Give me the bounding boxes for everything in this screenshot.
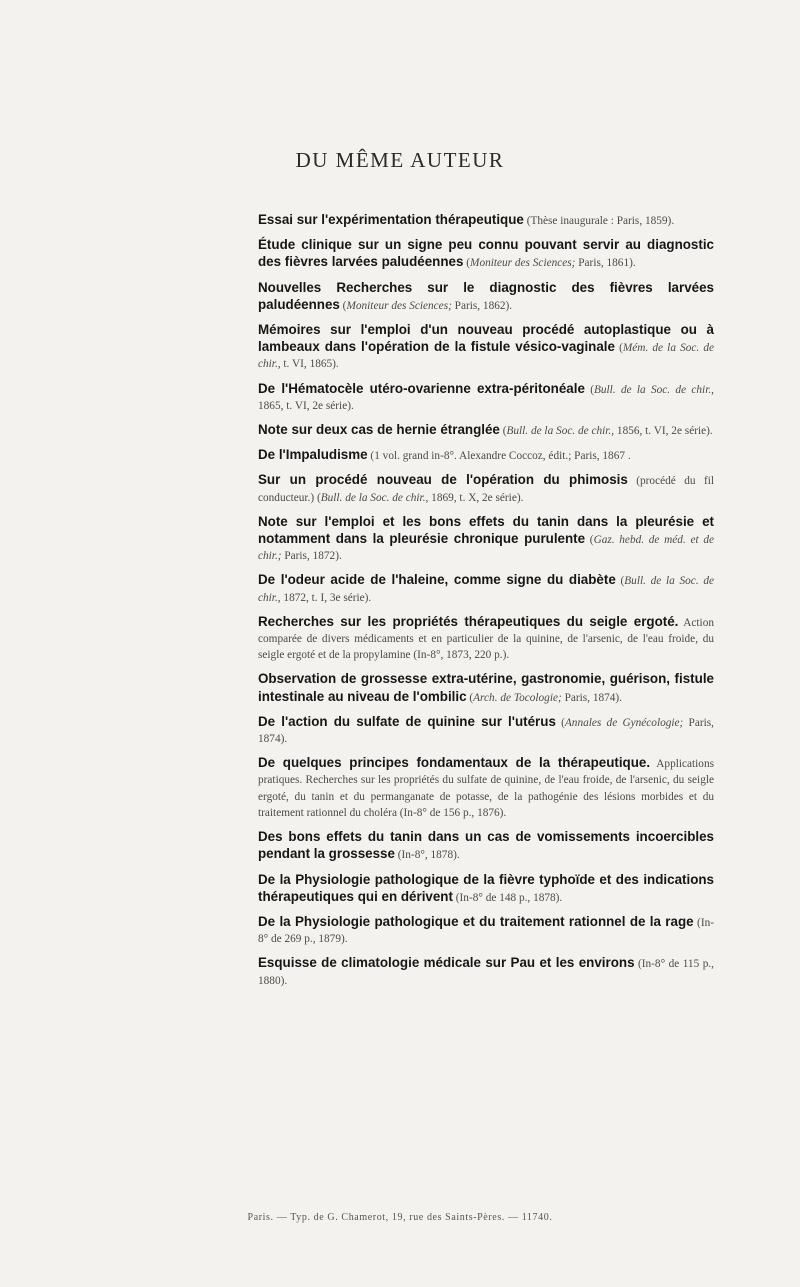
page-title: DU MÊME AUTEUR (295, 148, 505, 172)
bibliography-entry (258, 237, 714, 271)
entry-source: Arch. de Tocologie; (473, 691, 562, 704)
entry-details: (In-8°, 1878). (394, 849, 460, 862)
entry-publication: 1872, t. I, 3e série). (280, 591, 372, 604)
entry-source: Bull. de la Soc. de chir., (593, 383, 714, 396)
entry-source: Mém. de la Soc. de chir., (258, 342, 714, 371)
entry-details: (In-8° de 269 p., 1879). (258, 916, 714, 946)
entry-details: ( (555, 716, 565, 729)
bibliography-entry (258, 829, 714, 863)
bibliography-entry (258, 381, 714, 414)
entry-title: De l'Impaludisme (258, 447, 368, 463)
bibliography-entry (258, 955, 714, 988)
bibliography-entry (258, 614, 714, 664)
entry-details: ( (466, 691, 474, 704)
entry-source: Moniteur des Sciences; (346, 299, 452, 312)
bibliography-entry (258, 755, 714, 821)
entry-title: Des bons effets du tanin dans un cas de vomissements incoercibles pendant la grossesse (258, 829, 714, 862)
entry-details: (In-8° de 148 p., 1878). (452, 891, 563, 904)
entry-publication: Paris, 1872). (281, 550, 342, 563)
entry-details: Action comparée de divers médicaments et en particulier de la quinine, de l'arsenic, de l'eau froide, du seigle ergoté et de la propylamine (In-8°, 1873, 220 p.). (258, 616, 714, 662)
entry-title: Étude clinique sur un signe peu connu pouvant servir au diagnostic des fièvres larvées paludéennes (258, 237, 714, 270)
bibliography-entry (258, 472, 714, 505)
bibliography-entry (258, 422, 714, 439)
entry-title: Note sur l'emploi et les bons effets du tanin dans la pleurésie et notamment dans la pleurésie chronique purulente (258, 513, 714, 547)
bibliography-entry (258, 572, 714, 605)
bibliography-entry (258, 212, 714, 229)
entry-source: Moniteur des Sciences; (470, 257, 576, 270)
printer-imprint: Paris. — Typ. de G. Chamerot, 19, rue des Saints-Pères. — 11740. (247, 1212, 553, 1223)
entry-title: Essai sur l'expérimentation thérapeutique (258, 212, 524, 227)
entry-publication: t. VI, 1865). (280, 358, 339, 371)
entry-details: ( (615, 575, 625, 588)
entry-source: Gaz. hebd. de méd. et de chir.; (258, 534, 714, 563)
entry-details: ( (584, 383, 594, 396)
bibliography-entry (258, 914, 714, 947)
bibliography-entry (258, 280, 714, 314)
entry-details: (1 vol. grand in-8°. Alexandre Coccoz, édit.; Paris, 1867 . (367, 450, 631, 463)
entry-publication: Paris, 1861). (575, 257, 636, 270)
entry-details: ( (499, 425, 507, 438)
entry-title: De la Physiologie pathologique de la fièvre typhoïde et des indications thérapeutiques qui en dérivent (258, 871, 714, 904)
entry-details: ( (339, 299, 347, 312)
entry-publication: 1865, t. VI, 2e série). (258, 399, 354, 412)
entry-title: Mémoires sur l'emploi d'un nouveau procédé autoplastique ou à lambeaux dans l'opération de la fistule vésico-vaginale (258, 322, 714, 355)
entry-details: (In-8° de 115 p., 1880). (258, 958, 714, 987)
entry-details: Applications pratiques. Recherches sur les propriétés du sulfate de quinine, de l'eau froide, de l'arsenic, du seigle ergoté, du tanin et du permanganate de potasse, de la pathogénie des lésions morbides et du traitement rationnel du choléra (In-8° de 156 p., 1876). (258, 758, 714, 819)
entry-title: Sur un procédé nouveau de l'opération du phimosis (258, 472, 628, 488)
entry-publication: 1856, t. VI, 2e série). (614, 425, 713, 438)
entry-title: De la Physiologie pathologique et du traitement rationnel de la rage (258, 913, 694, 929)
entry-publication: 1869, t. X, 2e série). (428, 491, 524, 504)
entry-title: De l'action du sulfate de quinine sur l'utérus (258, 713, 556, 729)
entry-title: Recherches sur les propriétés thérapeutiques du seigle ergoté. (258, 613, 679, 629)
bibliography-list (258, 212, 714, 997)
bibliography-entry (258, 714, 714, 747)
entry-publication: Paris, 1874). (561, 691, 622, 704)
entry-publication: Paris, 1874). (258, 716, 714, 746)
bibliography-entry (258, 872, 714, 906)
entry-source: Bull. de la Soc. de chir., (506, 425, 615, 438)
bibliography-entry (258, 671, 714, 705)
entry-title: De l'odeur acide de l'haleine, comme signe du diabète (258, 572, 616, 588)
entry-title: Esquisse de climatologie médicale sur Pau et les environs (258, 955, 635, 971)
bibliography-entry (258, 447, 714, 464)
entry-source: Bull. de la Soc. de chir., (320, 491, 429, 504)
entry-details: ( (614, 342, 623, 355)
entry-details: (Thèse inaugurale : Paris, 1859). (523, 215, 675, 227)
entry-title: Observation de grossesse extra-utérine, gastronomie, guérison, fistule intestinale au niveau de l'ombilic (258, 671, 714, 704)
entry-title: Nouvelles Recherches sur le diagnostic des fièvres larvées paludéennes (258, 279, 714, 312)
entry-source: Bull. de la Soc. de chir., (258, 575, 715, 604)
entry-publication: Paris, 1862). (451, 299, 513, 312)
bibliography-entry (258, 322, 714, 373)
entry-details: ( (585, 534, 594, 547)
entry-details: (procédé du fil conducteur.) ( (258, 475, 714, 504)
entry-title: De quelques principes fondamentaux de la thérapeutique. (258, 755, 651, 771)
bibliography-entry (258, 514, 714, 565)
entry-title: De l'Hématocèle utéro-ovarienne extra-péritonéale (258, 380, 585, 396)
entry-source: Annales de Gynécologie; (564, 716, 684, 729)
entry-title: Note sur deux cas de hernie étranglée (258, 422, 500, 438)
entry-details: ( (463, 257, 471, 270)
